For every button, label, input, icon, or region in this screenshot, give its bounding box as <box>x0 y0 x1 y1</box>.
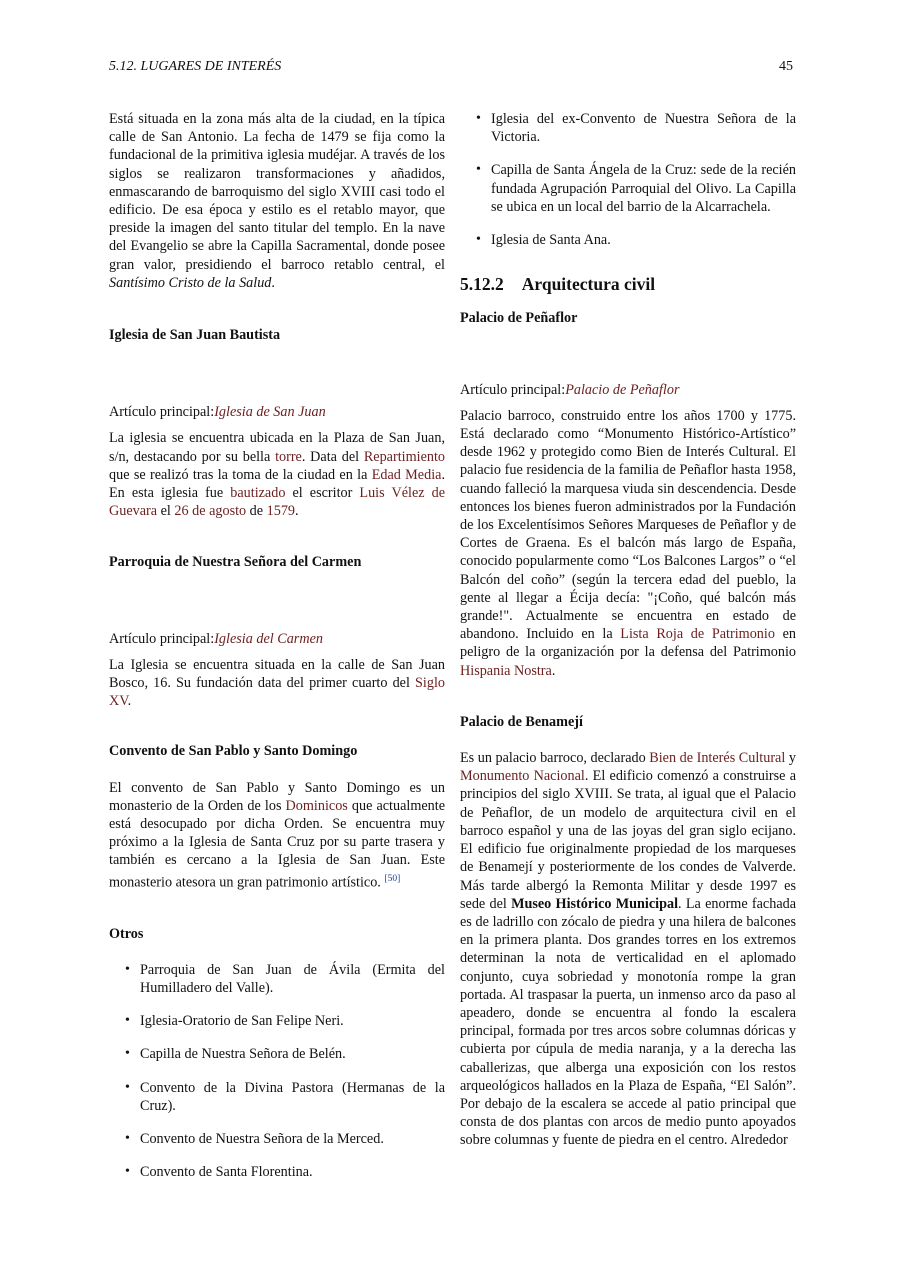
link-torre[interactable]: torre <box>275 448 302 465</box>
link-luis-velez[interactable]: Luis Vélez de Guevara <box>109 485 446 520</box>
link-iglesia-san-juan[interactable]: Iglesia de San Juan <box>214 404 326 421</box>
right-column <box>460 110 796 1150</box>
running-header: 5.12. LUGARES DE INTERÉS <box>109 59 282 74</box>
penaflor-paragraph: Palacio barroco, construido entre los años 1700 y 1775. Está declarado como “Monumento Histórico-Artístico” desde 1962 y protegido como Bien de Interés Cultural. El palacio fue residencia de la familia de Peñaflor hasta 1958, cuando falleció la marquesa viuda sin descendencia. Desde entonces los bienes fueron administrados por la Fundación de los Excelentísimos Señores Marqueses de Peñaflor y de Cortes de Graena. Es el balcón más largo de España, conocido popularmente como “Los Balcones Largos” o “el Balcón del coño” (según la tercera edad del pueblo, la gente al llegar a Écija decía: "¡Coño, qué balcón más grande!". Actualmente se encuentra en estado de abandono. Incluido en la Lista Roja de Patrimonio en peligro de la organización por la defensa del Patrimonio Hispania Nostra. <box>460 407 796 679</box>
link-dominicos[interactable]: Dominicos <box>285 797 348 814</box>
link-bautizado[interactable]: bautizado <box>230 485 286 502</box>
link-monumento-nacional[interactable]: Monumento Nacional <box>460 768 585 785</box>
left-column <box>109 110 445 1181</box>
heading-san-pablo: Convento de San Pablo y Santo Domingo <box>109 743 358 760</box>
link-palacio-penaflor[interactable]: Palacio de Peñaflor <box>565 381 680 398</box>
list-item: • Convento de Nuestra Señora de la Merced. <box>109 1130 445 1148</box>
heading-carmen: Parroquia de Nuestra Señora del Carmen <box>109 554 362 571</box>
san-pablo-paragraph: El convento de San Pablo y Santo Domingo es un monasterio de la Orden de los Dominicos que actualmente está desocupado por dicha Orden. Se encuentra muy próximo a la Iglesia de Santa Cruz por su parte trasera y también es cercano a la Iglesia de San Juan. Este monasterio atesora un gran patrimonio artístico. [50] <box>109 779 445 891</box>
list-item: • Iglesia-Oratorio de San Felipe Neri. <box>109 1012 445 1030</box>
main-article-carmen: Artículo principal:Iglesia del Carmen <box>109 630 323 647</box>
link-bien-interes-cultural[interactable]: Bien de Interés Cultural <box>649 750 786 767</box>
list-item: • Convento de Santa Florentina. <box>109 1163 445 1181</box>
otros-list <box>109 961 445 1182</box>
list-item: • Convento de la Divina Pastora (Hermanas de la Cruz). <box>109 1079 445 1115</box>
heading-penaflor: Palacio de Peñaflor <box>460 310 578 327</box>
churches-list <box>460 110 796 249</box>
list-item: • Iglesia de Santa Ana. <box>460 231 796 249</box>
citation-50[interactable]: [50] <box>384 873 401 884</box>
link-lista-roja[interactable]: Lista Roja de Patrimonio <box>620 626 775 643</box>
benameji-paragraph: Es un palacio barroco, declarado Bien de Interés Cultural y Monumento Nacional. El edificio comenzó a construirse a principios del siglo XVIII. Se trata, al igual que el Palacio de Peñaflor, de un modelo de arquitectura civil en el barroco español y una de las joyas del gran siglo ecijano. El edificio fue originalmente propiedad de los marqueses de Benamejí y posteriormente de los condes de Valverde. Más tarde albergó la Remonta Militar y desde 1997 es sede del Museo Histórico Municipal. La enorme fachada es de ladrillo con zócalo de piedra y una hilera de balcones en la primera planta. Dos grandes torres en los extremos determinan la nota de verticalidad en el aplomado conjunto, cuya sobriedad y monotonía rompe la gran portada. Al traspasar la puerta, un inmenso arco da paso al apeadero, donde se encuentra al fondo la escalera principal, formada por tres arcos sobre columnas dóricas y cubierta por cúpula de media naranja, y a la derecha las caballerizas, que alberga una exposición con los restos arqueológicos hallados en la Plaza de España, “El Salón”. Por debajo de la escalera se accede al patio principal que consta de dos plantas con arcos de medio punto apoyados sobre columnas y fuente de piedra en el centro. Alrededor <box>460 750 797 1149</box>
heading-otros: Otros <box>109 925 144 942</box>
link-siglo-xv[interactable]: Siglo XV <box>109 675 445 710</box>
list-item: • Capilla de Nuestra Señora de Belén. <box>109 1045 445 1063</box>
list-item: • Parroquia de San Juan de Ávila (Ermita del Humilladero del Valle). <box>109 961 445 997</box>
heading-san-juan: Iglesia de San Juan Bautista <box>109 327 281 344</box>
list-item: • Iglesia del ex-Convento de Nuestra Señora de la Victoria. <box>460 110 796 146</box>
main-article-penaflor: Artículo principal:Palacio de Peñaflor <box>460 381 680 398</box>
link-1579[interactable]: 1579 <box>266 503 295 520</box>
page-number: 45 <box>779 59 793 74</box>
heading-benameji: Palacio de Benamejí <box>460 713 583 730</box>
link-edad-media[interactable]: Edad Media <box>371 466 442 483</box>
link-repartimiento[interactable]: Repartimiento <box>363 448 445 465</box>
carmen-paragraph: La Iglesia se encuentra situada en la calle de San Juan Bosco, 16. Su fundación data del primer cuarto del Siglo XV. <box>109 656 445 710</box>
section-heading: 5.12.2 Arquitectura civil <box>460 274 656 295</box>
list-item: • Capilla de Santa Ángela de la Cruz: sede de la recién fundada Agrupación Parroquial del Olivo. La Capilla se ubica en un local del barrio de la Alcarrachela. <box>460 161 796 216</box>
link-26-agosto[interactable]: 26 de agosto <box>174 503 247 520</box>
link-hispania-nostra[interactable]: Hispania Nostra <box>460 662 552 679</box>
intro-paragraph: Está situada en la zona más alta de la ciudad, en la típica calle de San Antonio. La fecha de 1479 se fija como la fundacional de la primitiva iglesia mudéjar. A través de los siglos se realizaron transformaciones y añadidos, enmascarando de barroquismo del siglo XVIII casi todo el edificio. De esa época y estilo es el retablo mayor, que preside la imagen del santo titular del templo. En la nave del Evangelio se abre la Capilla Sacramental, donde posee gran valor, presidiendo el barroco retablo central, el Santísimo Cristo de la Salud. <box>109 111 445 291</box>
link-iglesia-carmen[interactable]: Iglesia del Carmen <box>214 630 323 647</box>
san-juan-paragraph: La iglesia se encuentra ubicada en la Plaza de San Juan, s/n, destacando por su bella torre. Data del Repartimiento que se realizó tras la toma de la ciudad en la Edad Media. En esta iglesia fue bautizado el escritor Luis Vélez de Guevara el 26 de agosto de 1579. <box>109 430 446 520</box>
main-article-san-juan: Artículo principal:Iglesia de San Juan <box>109 404 326 421</box>
